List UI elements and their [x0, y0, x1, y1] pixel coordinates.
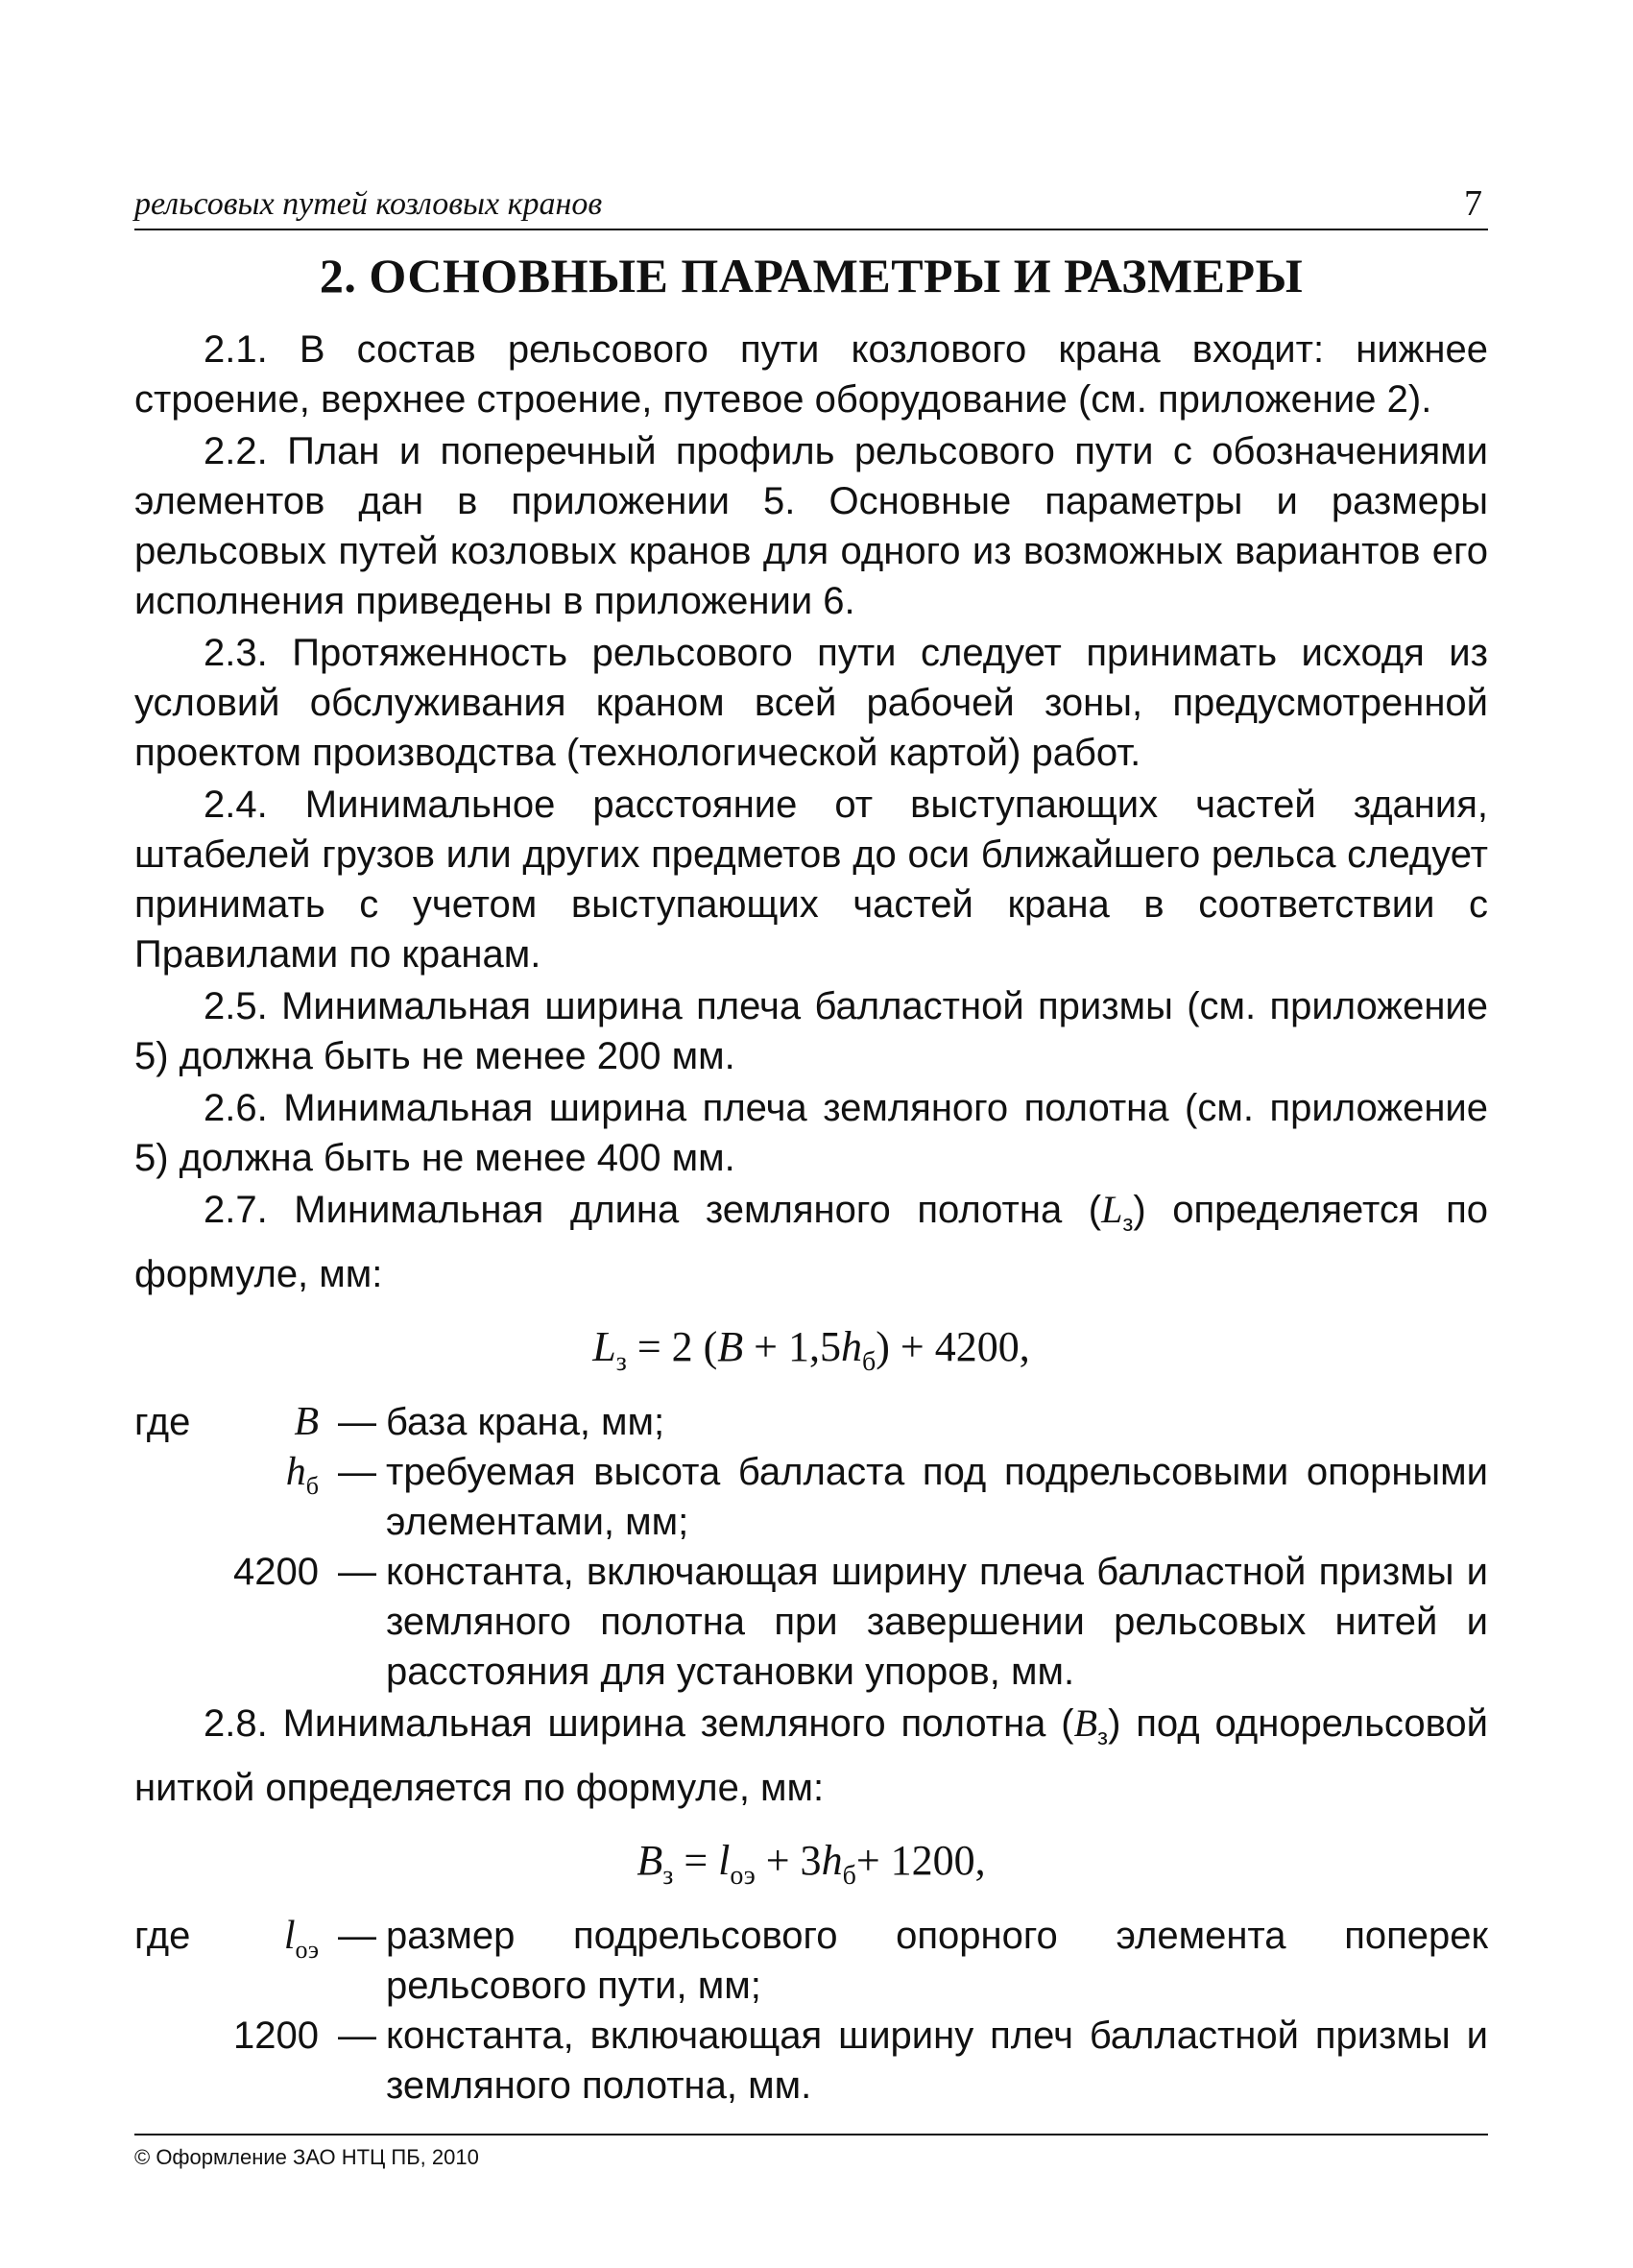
body-text	[134, 325, 1488, 2112]
definition-text: требуемая высота балласта под подрельсовыми опорными элементами, мм;	[386, 1451, 1488, 1543]
definition-text: константа, включающая ширину плеча балластной призмы и земляного полотна при завершении рельсовых нитей и расстояния для установки упоров, мм.	[386, 1551, 1488, 1693]
definition-text: константа, включающая ширину плеч балластной призмы и земляного полотна, мм.	[386, 2015, 1488, 2107]
formula2-l-sub: оэ	[730, 1861, 756, 1891]
definitions-list-2	[134, 1911, 1488, 2111]
definition-lead: где	[134, 1401, 191, 1443]
definition-dash: —	[338, 1915, 376, 1957]
paragraph-2-2: 2.2. План и поперечный профиль рельсового пути с обозначениями элементов дан в приложении 5. Основные параметры и размеры рельсовых путей козловых кранов для одного из возможных вариантов его исполнения приведены в приложении 6.	[134, 430, 1488, 622]
paragraph-2-8	[134, 1699, 1488, 1813]
formula-lhs-sub: з	[615, 1347, 627, 1377]
formula-lhs: L	[592, 1323, 616, 1370]
running-header-title: рельсовых путей козловых кранов	[134, 186, 603, 222]
definition-row	[134, 1397, 1488, 1447]
formula2-mid: + 3	[755, 1837, 822, 1884]
symbol-L: L	[1101, 1188, 1123, 1231]
definition-row	[134, 1447, 1488, 1547]
definition-dash: —	[338, 2015, 376, 2057]
definition-row	[134, 2011, 1488, 2111]
formula-B: B	[717, 1323, 744, 1370]
paragraph-2-6: 2.6. Минимальная ширина плеча земляного полотна (см. приложение 5) должна быть не менее 400 мм.	[134, 1087, 1488, 1179]
paragraph-2-3: 2.3. Протяженность рельсового пути следует принимать исходя из условий обслуживания краном всей рабочей зоны, предусмотренной проектом производства (технологической картой) работ.	[134, 632, 1488, 774]
definition-symbol: 4200	[233, 1551, 319, 1593]
symbol-B-subscript: з	[1097, 1725, 1109, 1750]
definition-symbol-letter: B	[294, 1400, 319, 1444]
definition-symbol	[230, 1911, 328, 1964]
formula-plus: + 1,5	[743, 1323, 841, 1370]
definition-text: размер подрельсового опорного элемента поперек рельсового пути, мм;	[386, 1915, 1488, 2007]
section-title: 2. ОСНОВНЫЕ ПАРАМЕТРЫ И РАЗМЕРЫ	[319, 249, 1304, 302]
formula2-tail: + 1200,	[855, 1837, 986, 1884]
paragraph-2-7-text-b: ) определяется по формуле, мм:	[134, 1189, 1488, 1295]
symbol-B: B	[1073, 1701, 1098, 1745]
paragraph-2-8-text-a: 2.8. Минимальная ширина земляного полотна (	[204, 1702, 1074, 1745]
definition-symbol: 1200	[233, 2015, 319, 2057]
formula-length	[134, 1320, 1488, 1377]
definition-symbol-letter: l	[283, 1914, 296, 1958]
definition-dash: —	[338, 1451, 376, 1493]
formula-width	[134, 1834, 1488, 1891]
formula2-l: l	[718, 1837, 731, 1884]
paragraph-2-8-text-b: ) под однорельсовой ниткой определяется по формуле, мм:	[134, 1702, 1488, 1809]
symbol-L-subscript: з	[1122, 1211, 1134, 1237]
definition-dash: —	[338, 1551, 376, 1593]
running-header	[134, 182, 1488, 230]
definition-symbol-subscript: оэ	[295, 1936, 319, 1964]
formula2-lhs-sub: з	[662, 1861, 674, 1891]
paragraph-2-4: 2.4. Минимальное расстояние от выступающих частей здания, штабелей грузов или других предметов до оси ближайшего рельса следует принимать с учетом выступающих частей крана в соответствии с Правилами по кранам.	[134, 784, 1488, 976]
definitions-list	[134, 1397, 1488, 1697]
definition-symbol-letter: h	[285, 1450, 306, 1494]
formula-tail: ) + 4200,	[876, 1323, 1030, 1370]
definition-symbol	[230, 1397, 328, 1447]
formula2-h-sub: б	[842, 1861, 856, 1891]
paragraph-2-7-text-a: 2.7. Минимальная длина земляного полотна (	[204, 1189, 1102, 1231]
definition-symbol-subscript: б	[305, 1472, 319, 1500]
formula-eq: = 2 (	[626, 1323, 718, 1370]
paragraph-2-5: 2.5. Минимальная ширина плеча балластной призмы (см. приложение 5) должна быть не менее 200 мм.	[134, 985, 1488, 1077]
definition-lead: где	[134, 1915, 191, 1957]
copyright-footer: © Оформление ЗАО НТЦ ПБ, 2010	[134, 2134, 1488, 2170]
paragraph-2-7	[134, 1185, 1488, 1299]
definition-dash: —	[338, 1401, 376, 1443]
formula2-h: h	[821, 1837, 843, 1884]
page-number: 7	[1464, 183, 1482, 224]
formula2-eq: =	[673, 1837, 719, 1884]
definition-row	[134, 1911, 1488, 2011]
paragraph-2-1: 2.1. В состав рельсового пути козлового крана входит: нижнее строение, верхнее строение, путевое оборудование (см. приложение 2).	[134, 328, 1488, 421]
formula-h: h	[841, 1323, 862, 1370]
formula2-lhs: B	[636, 1837, 663, 1884]
definition-row	[134, 1547, 1488, 1697]
definition-text: база крана, мм;	[386, 1401, 665, 1443]
formula-h-sub: б	[862, 1347, 877, 1377]
definition-symbol	[230, 1447, 328, 1500]
